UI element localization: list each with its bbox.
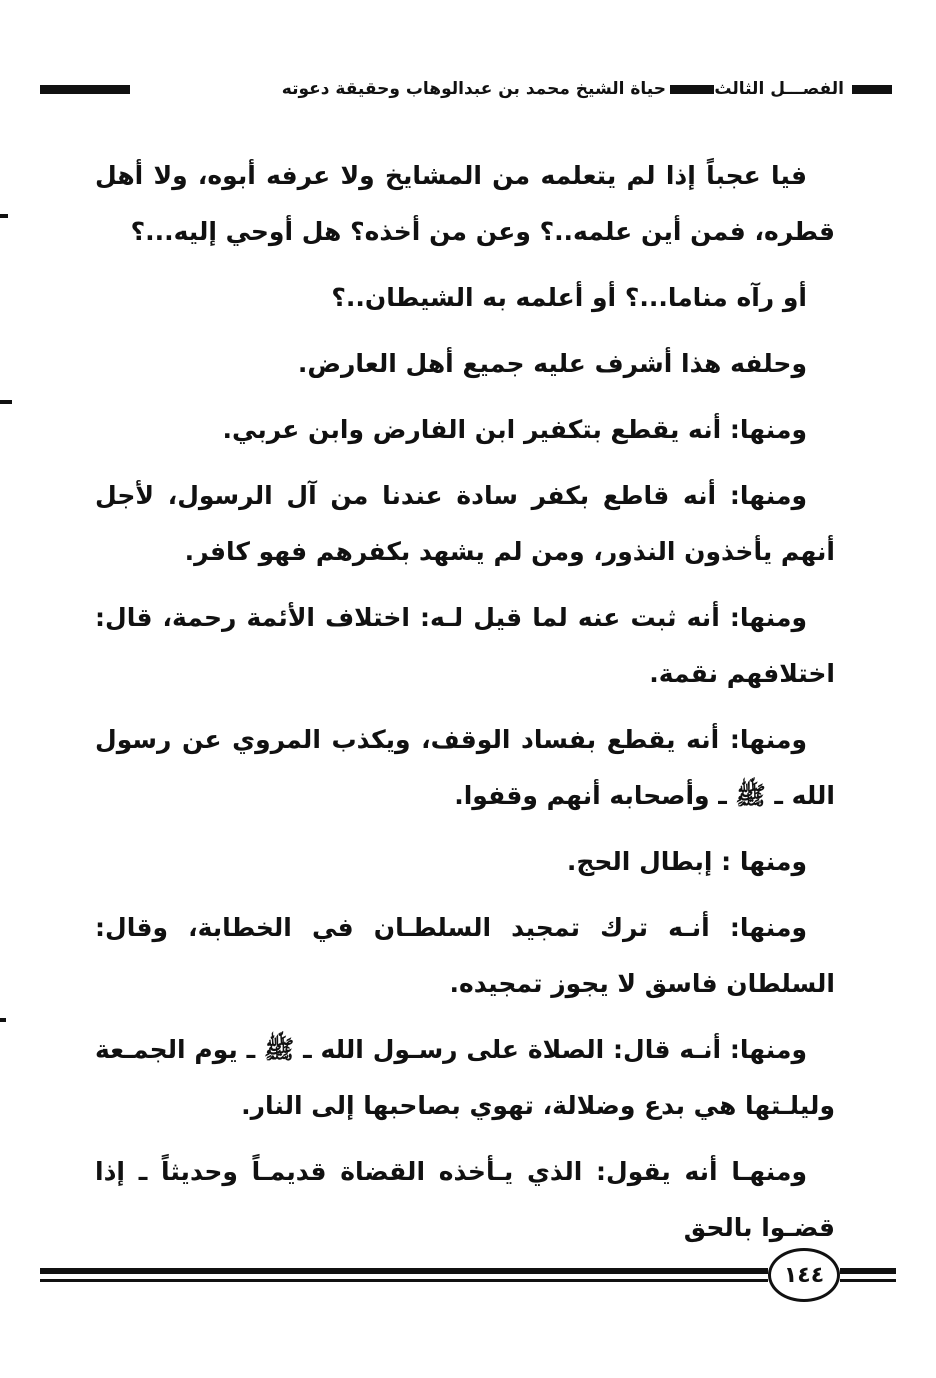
footer-rule (40, 1279, 768, 1282)
scan-mark (0, 214, 8, 218)
footer-rule (40, 1268, 768, 1274)
paragraph: وحلفه هذا أشرف عليه جميع أهل العارض. (297, 349, 807, 378)
paragraph: ومنها : إبطال الحج. (566, 847, 807, 876)
paragraph: فيا عجباً إذا لم يتعلمه من المشايخ ولا عرفه أبوه، ولا أهل قطره، فمن أين علمه..؟ وعن من أخذه؟ هل أوحي إليه...؟ (95, 161, 835, 246)
footer-rule (840, 1279, 896, 1282)
header-bar-middle (670, 85, 714, 94)
scan-mark (0, 400, 12, 404)
footer-rule (840, 1268, 896, 1274)
header-bar-right (852, 85, 892, 94)
paragraph: ومنها: أنه قاطع بكفر سادة عندنا من آل الرسول، لأجل أنهم يأخذون النذور، ومن لم يشهد بكفرهم فهو كافر. (95, 481, 835, 566)
paragraph: ومنها: أنه يقطع بفساد الوقف، ويكذب المروي عن رسول الله ـ ﷺ ـ وأصحابه أنهم وقفوا. (95, 725, 835, 810)
page-body (95, 148, 835, 1266)
page-number: ١٤٤ (783, 1262, 825, 1288)
book-title: حياة الشيخ محمد بن عبدالوهاب وحقيقة دعوته (281, 79, 666, 99)
chapter-title: الفصـــل الثالث (714, 79, 844, 99)
page-number-badge (768, 1248, 840, 1302)
page-footer (40, 1248, 896, 1308)
paragraph: ومنهـا أنه يقول: الذي يـأخذه القضاة قديمـاً وحديثاً ـ إذا قضـوا بالحق (95, 1157, 835, 1242)
paragraph: أو رآه مناما...؟ أو أعلمه به الشيطان..؟ (331, 283, 807, 312)
scan-mark (0, 1018, 6, 1022)
paragraph: ومنها: أنه يقطع بتكفير ابن الفارض وابن عربي. (222, 415, 807, 444)
paragraph: ومنها: أنـه قال: الصلاة على رسـول الله ـ ﷺ ـ يوم الجمـعة وليلـتها هي بدع وضلالة، تهوي بصاحبها إلى النار. (95, 1035, 835, 1120)
running-header (40, 74, 892, 104)
header-bar-left (40, 85, 130, 94)
paragraph: ومنها: أنـه ترك تمجيد السلطـان في الخطابة، وقال: السلطان فاسق لا يجوز تمجيده. (95, 913, 835, 998)
paragraph: ومنها: أنه ثبت عنه لما قيل لـه: اختلاف الأئمة رحمة، قال: اختلافهم نقمة. (95, 603, 835, 688)
